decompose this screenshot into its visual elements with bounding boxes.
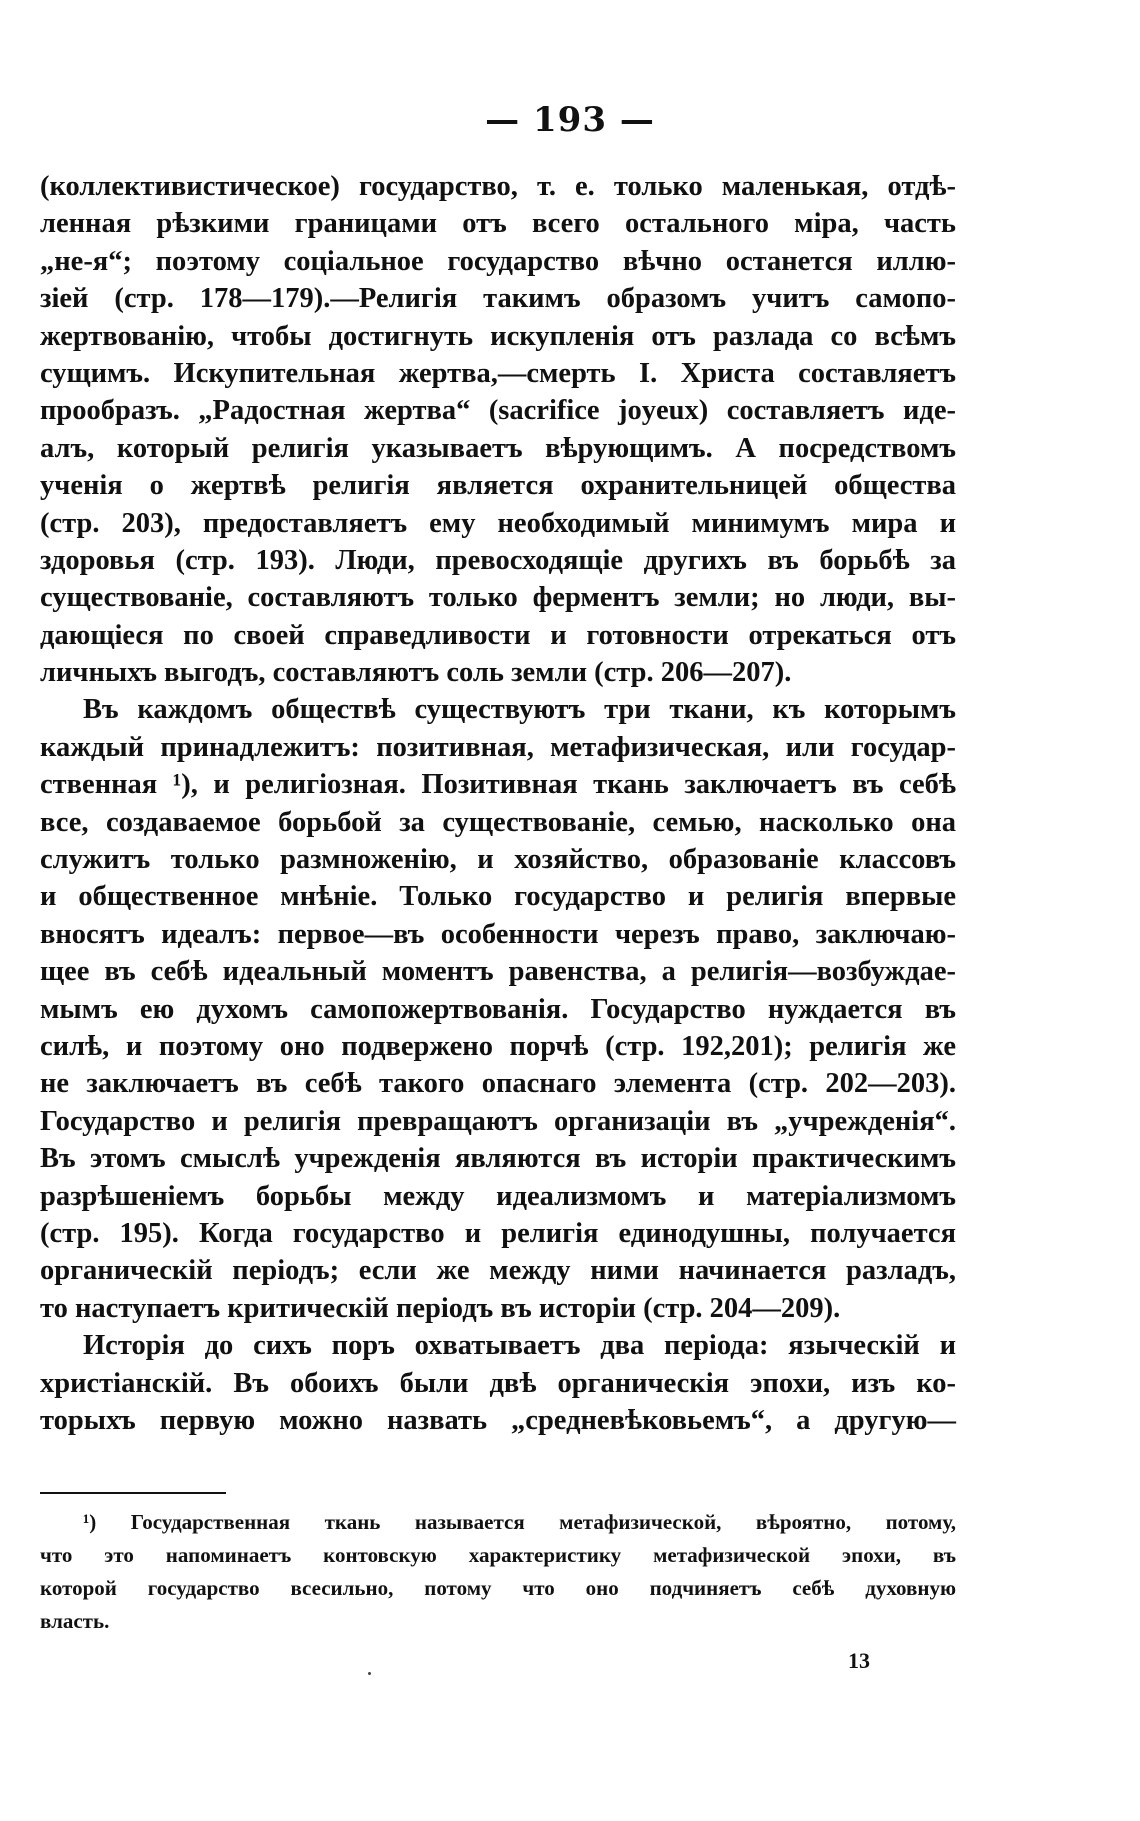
footnote-line: власть. (40, 1609, 110, 1633)
text-line: Въ этомъ смыслѣ учрежденія являются въ исторіи практическимъ (40, 1143, 956, 1175)
text-line: Исторія до сихъ поръ охватываетъ два періода: языческій и (83, 1330, 956, 1362)
text-line: мымъ ею духомъ самопожертвованія. Государство нуждается въ (40, 993, 956, 1025)
page-number-header: — 193 — (485, 100, 655, 140)
text-line: существованіе, составляютъ только ферментъ земли; но люди, вы- (40, 582, 956, 614)
text-line: алъ, который религія указываетъ вѣрующимъ. А посредствомъ (40, 432, 956, 464)
footnote-line: ¹) Государственная ткань называется метафизической, вѣроятно, потому, (83, 1510, 956, 1534)
text-line: Въ каждомъ обществѣ существуютъ три ткани, къ которымъ (83, 694, 956, 726)
text-line: личныхъ выгодъ, составляютъ соль земли (стр. 206—207). (40, 657, 792, 689)
text-line: Государство и религія превращаютъ организаціи въ „учрежденія“. (40, 1105, 956, 1137)
text-line: дающіеся по своей справедливости и готовности отрекаться отъ (40, 619, 956, 651)
text-line: не заключаетъ въ себѣ такого опаснаго элемента (стр. 202—203). (40, 1068, 956, 1100)
text-line: каждый принадлежитъ: позитивная, метафизическая, или государ- (40, 731, 956, 763)
text-line: прообразъ. „Радостная жертва“ (sacrifice joyeux) составляетъ иде- (40, 395, 956, 427)
paper-speck (368, 1672, 371, 1675)
text-line: зіей (стр. 178—179).—Религія такимъ образомъ учитъ самопо- (40, 283, 956, 315)
text-line: ственная ¹), и религіозная. Позитивная ткань заключаетъ въ себѣ (40, 769, 956, 801)
text-line: органическій періодъ; если же между ними начинается разладъ, (40, 1255, 956, 1287)
text-line: торыхъ первую можно назвать „средневѣковьемъ“, а другую— (40, 1404, 956, 1436)
text-line: (коллективистическое) государство, т. е. только маленькая, отдѣ- (40, 171, 956, 202)
text-line: жертвованію, чтобы достигнуть искупленія отъ разлада со всѣмъ (40, 320, 956, 352)
signature-mark: 13 (848, 1648, 870, 1673)
text-line: служитъ только размноженію, и хозяйство, образованіе классовъ (40, 844, 956, 876)
text-line: вносятъ идеалъ: первое—въ особенности черезъ право, заключаю- (40, 918, 956, 950)
text-line: и общественное мнѣніе. Только государство и религія впервые (40, 881, 956, 913)
footnote-line: что это напоминаетъ контовскую характеристику метафизической эпохи, въ (40, 1543, 956, 1567)
text-line: здоровья (стр. 193). Люди, превосходящіе другихъ въ борьбѣ за (40, 544, 956, 576)
text-line: все, создаваемое борьбой за существованіе, семью, насколько она (40, 806, 956, 838)
text-line: сущимъ. Искупительная жертва,—смерть І. Христа составляетъ (40, 357, 956, 389)
text-line: то наступаетъ критическій періодъ въ исторіи (стр. 204—209). (40, 1292, 841, 1324)
text-line: ленная рѣзкими границами отъ всего остального міра, часть (40, 208, 956, 240)
footnote-rule (40, 1492, 226, 1494)
footnotes (40, 1506, 956, 1638)
text-line: силѣ, и поэтому оно подвержено порчѣ (стр. 192,201); религія же (40, 1030, 956, 1062)
text-line: (стр. 195). Когда государство и религія единодушны, получается (40, 1217, 956, 1249)
text-line: щее въ себѣ идеальный моментъ равенства, а религія—возбуждае- (40, 956, 956, 988)
text-line: христіанскій. Въ обоихъ были двѣ органическія эпохи, изъ ко- (40, 1367, 956, 1399)
text-line: (стр. 203), предоставляетъ ему необходимый минимумъ мира и (40, 507, 956, 539)
footnote-line: которой государство всесильно, потому что оно подчиняетъ себѣ духовную (40, 1576, 956, 1600)
text-line: „не-я“; поэтому соціальное государство вѣчно останется иллю- (40, 245, 956, 277)
text-line: ученія о жертвѣ религія является охранительницей общества (40, 470, 956, 502)
body-text (40, 168, 956, 1439)
text-line: разрѣшеніемъ борьбы между идеализмомъ и матеріализмомъ (40, 1180, 956, 1212)
